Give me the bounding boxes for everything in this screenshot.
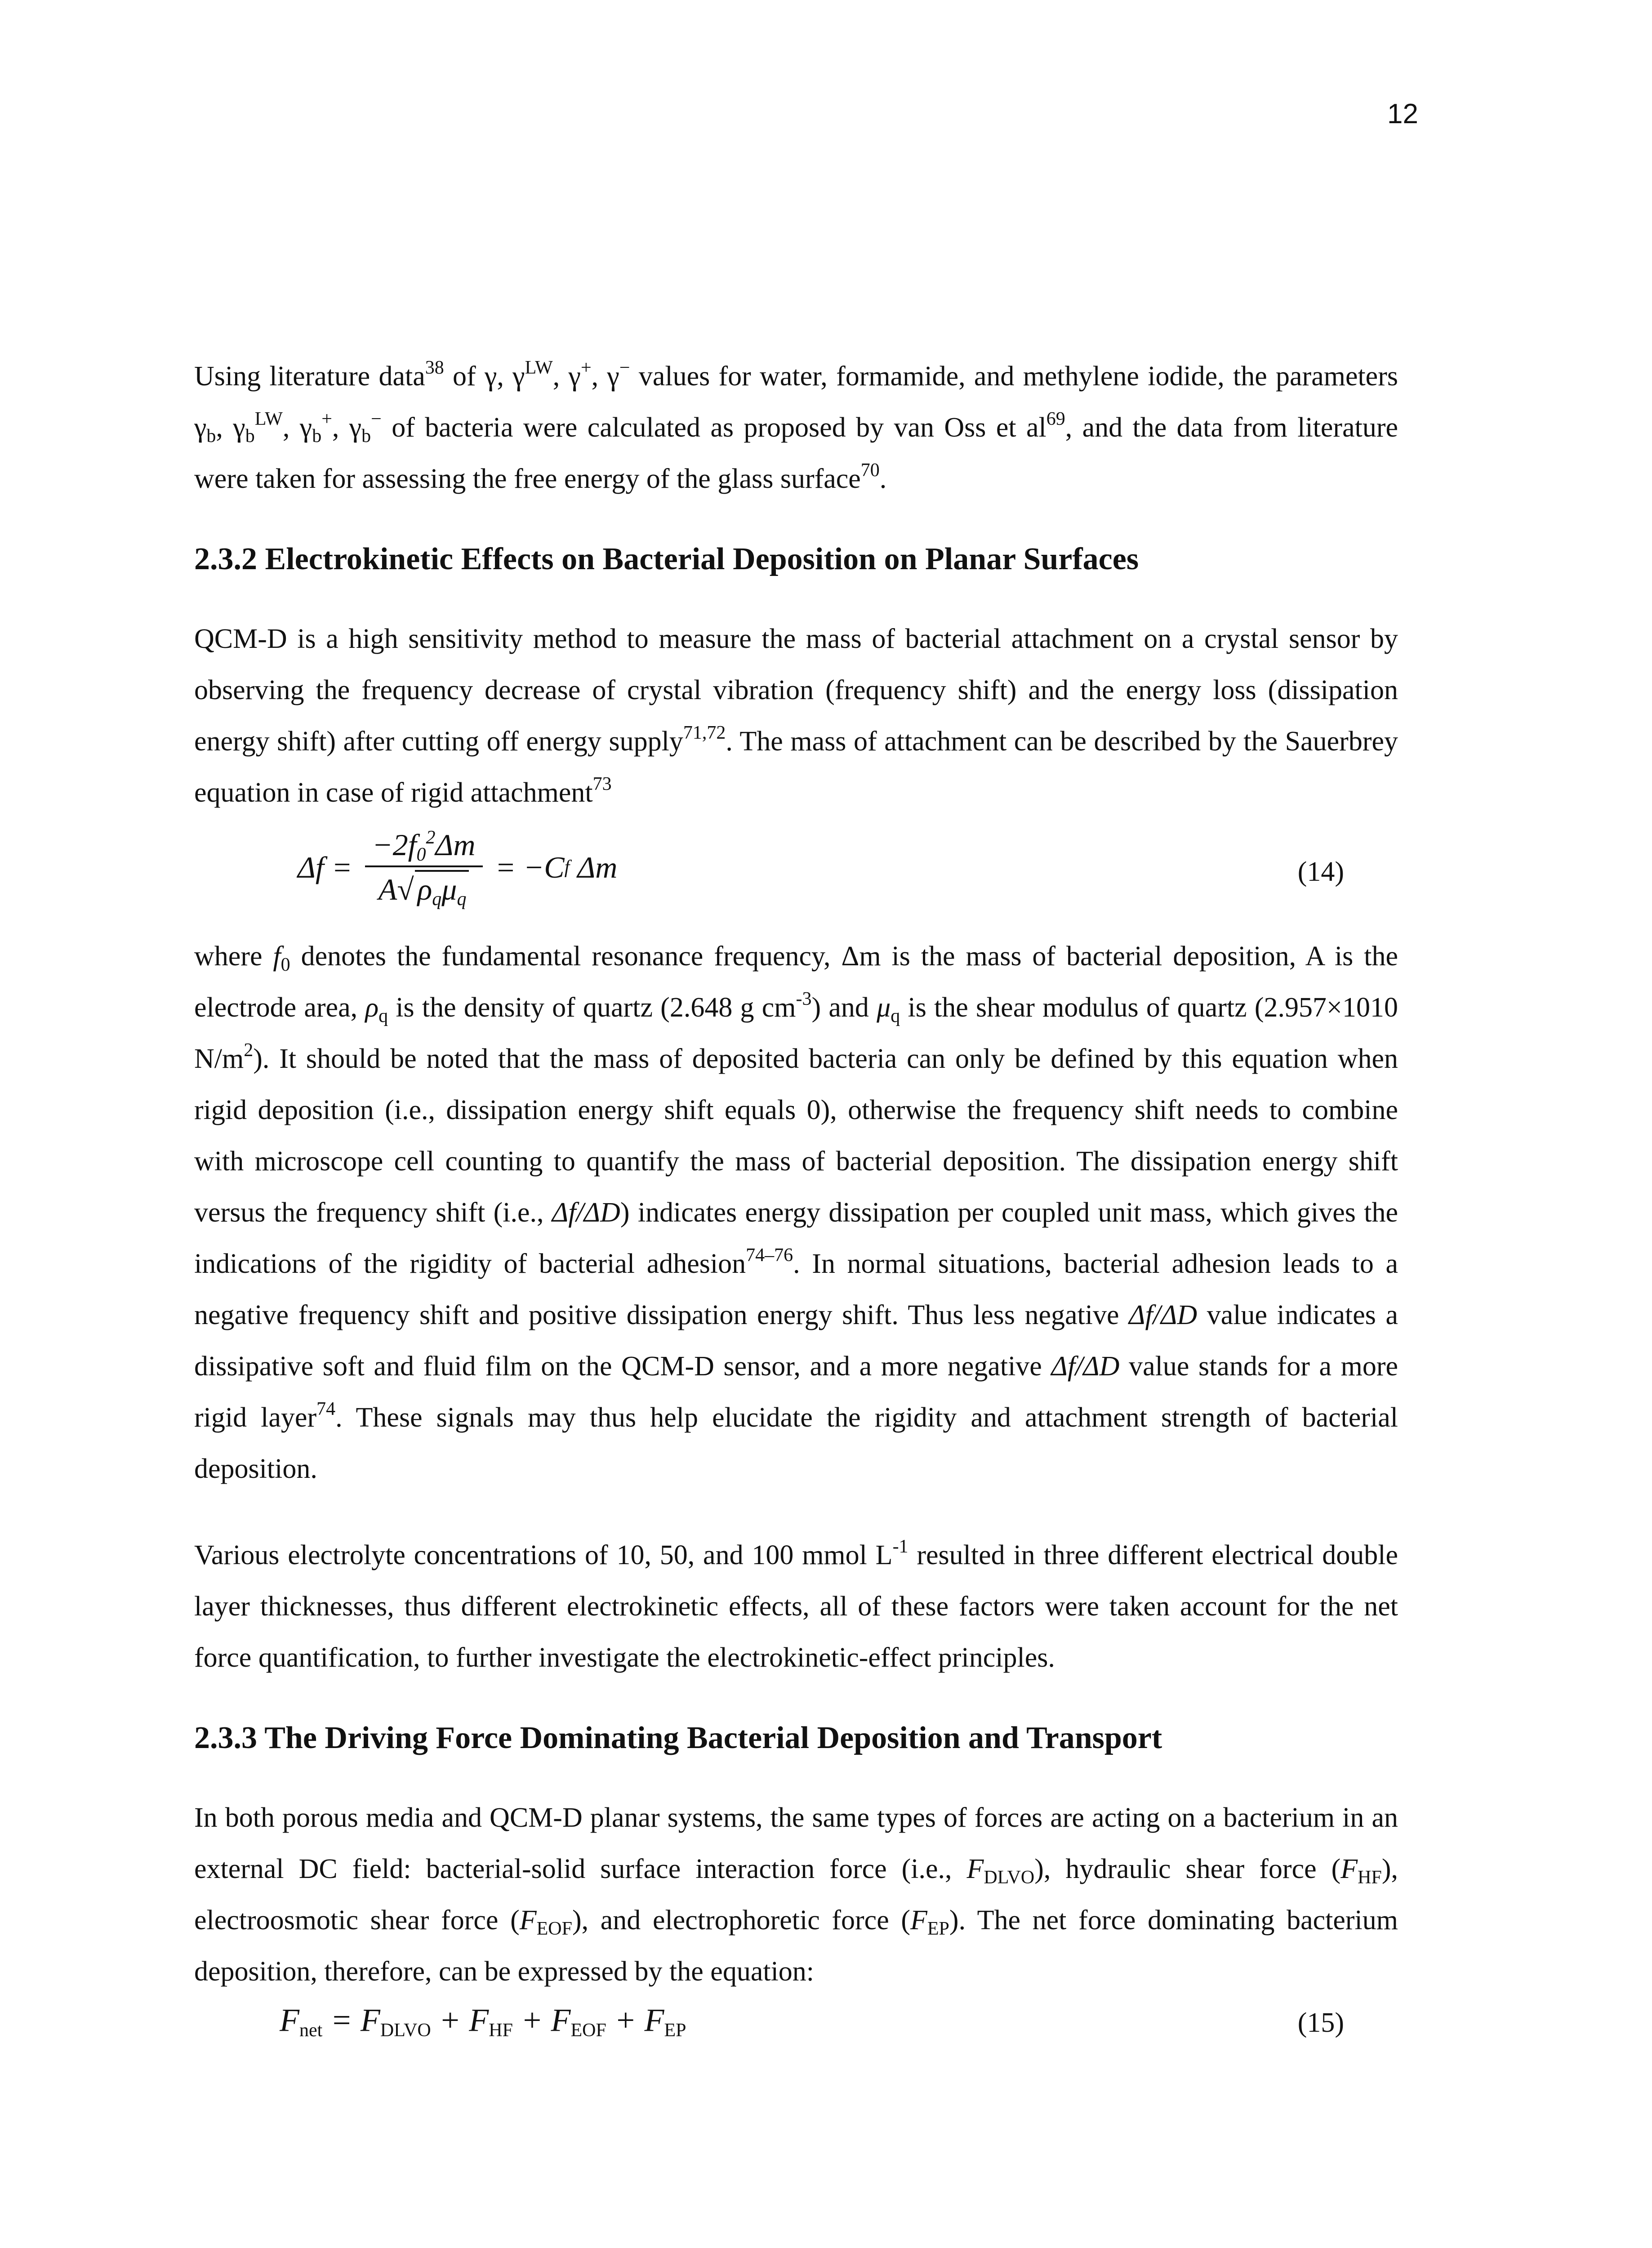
- paragraph-forces: In both porous media and QCM-D planar systems, the same types of forces are acting on a bacterium in an external DC field: bacterial-solid surface interaction force (i.e., $F_{DLVO}$), hydraulic shear force $(F_{HF})$, electroosmotic shear force $(F_{EOF})$, and electrophoretic force $(F_{EP})$. The net force dominating bacterium deposition, therefore, can be expressed by the equation:: [194, 1802, 1398, 1987]
- page-number: 12: [1387, 98, 1418, 129]
- equation-15: $F_{net} = F_{DLVO} + F_{HF} + F_{EOF} + F_{EP}$ (15): [280, 2002, 1344, 2041]
- section-heading-2-3-3: 2.3.3 The Driving Force Dominating Bacterial Deposition and Transport: [194, 1721, 1162, 1755]
- equation-fraction: $\frac{-2f_0^2\Delta m}{A√ \rho_q\mu_q}$: [365, 827, 483, 907]
- citation: 74–76: [746, 1245, 793, 1266]
- citation: 69: [1046, 409, 1065, 429]
- section-heading-2-3-2: 2.3.2 Electrokinetic Effects on Bacterial Deposition on Planar Surfaces: [194, 542, 1139, 576]
- equation-number: (14): [1297, 856, 1344, 887]
- citation: 71,72: [683, 723, 726, 743]
- citation: 74: [316, 1399, 336, 1419]
- equation-number: (15): [1297, 2007, 1344, 2038]
- page-content: [194, 351, 1398, 2069]
- equation-14: Δf = $\frac{-2f_0^2\Delta m}{A√ \rho_q\mu_q}$ = −C f Δm (14): [298, 827, 1344, 910]
- citation: 73: [592, 774, 612, 794]
- citation: 70: [860, 460, 880, 481]
- paragraph-surface-energy: Using literature data$^{38}$ of γ, $\gamma^{LW}$, γ+, γ− values for water, formamide, and methylene iodide, the parameters $\gamma_b$, $\gamma_b^{LW}$, $\gamma_b^+$, $\gamma_b^-$ of bacteria were calculated as proposed by van Oss et $al^{69}$, and the data from literature were taken for assessing the free energy of the glass surface$^{70}$.: [194, 357, 1398, 494]
- paragraph-sauerbrey-terms: where $f_0$ denotes the fundamental resonance frequency, Δm is the mass of bacterial deposition, A is the electrode area, $\rho_q$ is the density of quartz (2.648 g $cm^{-3}$) and $\mu_q$ is the shear modulus of quartz (2.957×1010 $N/m^2$). It should be noted that the mass of deposited bacteria can only be defined by this equation when rigid deposition (i.e., dissipation energy shift equals 0), otherwise the frequency shift needs to combine with microscope cell counting to quantify the mass of bacterial deposition. The dissipation energy shift versus the frequency shift (i.e., Δf/ΔD) indicates energy dissipation per coupled unit mass, which gives the indications of the rigidity of bacterial adhesion$^{74-76}$. In normal situations, bacterial adhesion leads to a negative frequency shift and positive dissipation energy shift. Thus less negative Δf/ΔD value indicates a dissipative soft and fluid film on the QCM-D sensor, and a more negative Δf/ΔD value stands for a more rigid layer$^{74}$. These signals may thus help elucidate the rigidity and attachment strength of bacterial deposition.: [194, 941, 1398, 1484]
- citation: 38: [425, 357, 444, 378]
- paragraph-qcm-d: QCM-D is a high sensitivity method to measure the mass of bacterial attachment on a crystal sensor by observing the frequency decrease of crystal vibration (frequency shift) and the energy loss (dissipation energy shift) after cutting off energy supply$^{71,72}$. The mass of attachment can be described by the Sauerbrey equation in case of rigid attachment$^{73}$: [194, 624, 1398, 808]
- paragraph-electrolyte: Various electrolyte concentrations of 10, 50, and 100 mmol $L^{-1}$ resulted in three different electrical double layer thicknesses, thus different electrokinetic effects, all of these factors were taken account for the net force quantification, to further investigate the electrokinetic-effect principles.: [194, 1536, 1398, 1673]
